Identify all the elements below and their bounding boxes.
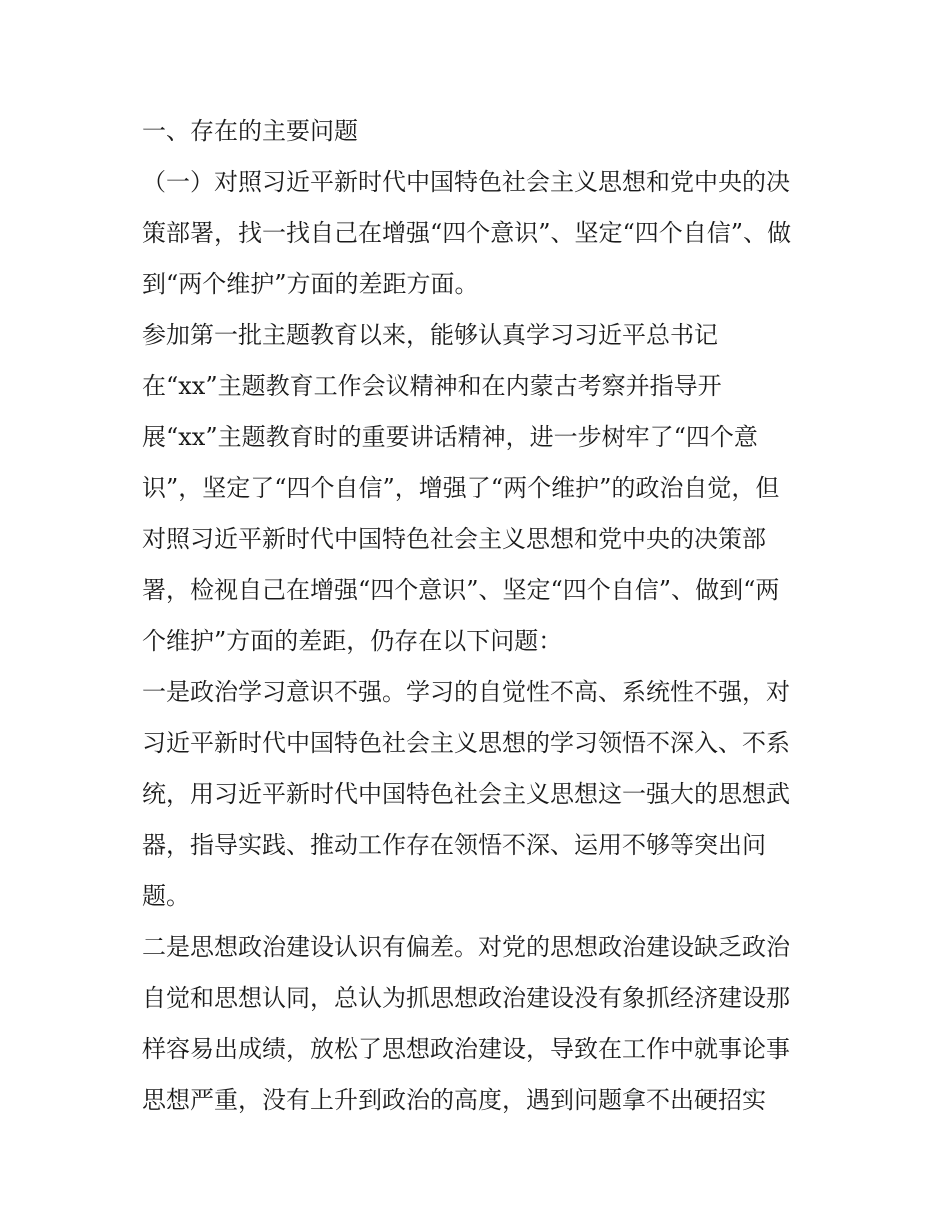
paragraph-line: 识”，坚定了“四个自信”，增强了“两个维护”的政治自觉，但 [142,474,780,502]
paragraph-line: 在“xx”主题教育工作会议精神和在内蒙古考察并指导开 [142,372,722,400]
document-body [142,106,822,1126]
paragraph-line: 展“xx”主题教育时的重要讲话精神，进一步树牢了“四个意 [142,423,758,451]
paragraph-line: 对照习近平新时代中国特色社会主义思想和党中央的决策部 [142,525,766,553]
subheading-line-1: （一）对照习近平新时代中国特色社会主义思想和党中央的决 [142,168,790,196]
paragraph-line: 参加第一批主题教育以来，能够认真学习习近平总书记 [142,321,718,349]
paragraph-line: 二是思想政治建设认识有偏差。对党的思想政治建设缺乏政治 [142,933,790,961]
paragraph-line: 自觉和思想认同，总认为抓思想政治建设没有象抓经济建设那 [142,984,790,1012]
paragraph-line: 器，指导实践、推动工作存在领悟不深、运用不够等突出问 [142,831,766,859]
paragraph-line: 统，用习近平新时代中国特色社会主义思想这一强大的思想武 [142,780,790,808]
subheading-line-2: 策部署，找一找自己在增强“四个意识”、坚定“四个自信”、做 [142,219,792,247]
paragraph-line: 样容易出成绩，放松了思想政治建设，导致在工作中就事论事 [142,1035,790,1063]
heading-main-problems: 一、存在的主要问题 [142,117,358,145]
subheading-line-3: 到“两个维护”方面的差距方面。 [142,270,479,298]
paragraph-line: 习近平新时代中国特色社会主义思想的学习领悟不深入、不系 [142,729,790,757]
paragraph-line: 署，检视自己在增强“四个意识”、坚定“四个自信”、做到“两 [142,576,780,604]
paragraph-line: 题。 [142,882,190,910]
paragraph-line: 个维护”方面的差距，仍存在以下问题： [142,627,563,655]
paragraph-line: 一是政治学习意识不强。学习的自觉性不高、系统性不强，对 [142,678,790,706]
paragraph-line: 思想严重，没有上升到政治的高度，遇到问题拿不出硬招实 [142,1086,766,1114]
